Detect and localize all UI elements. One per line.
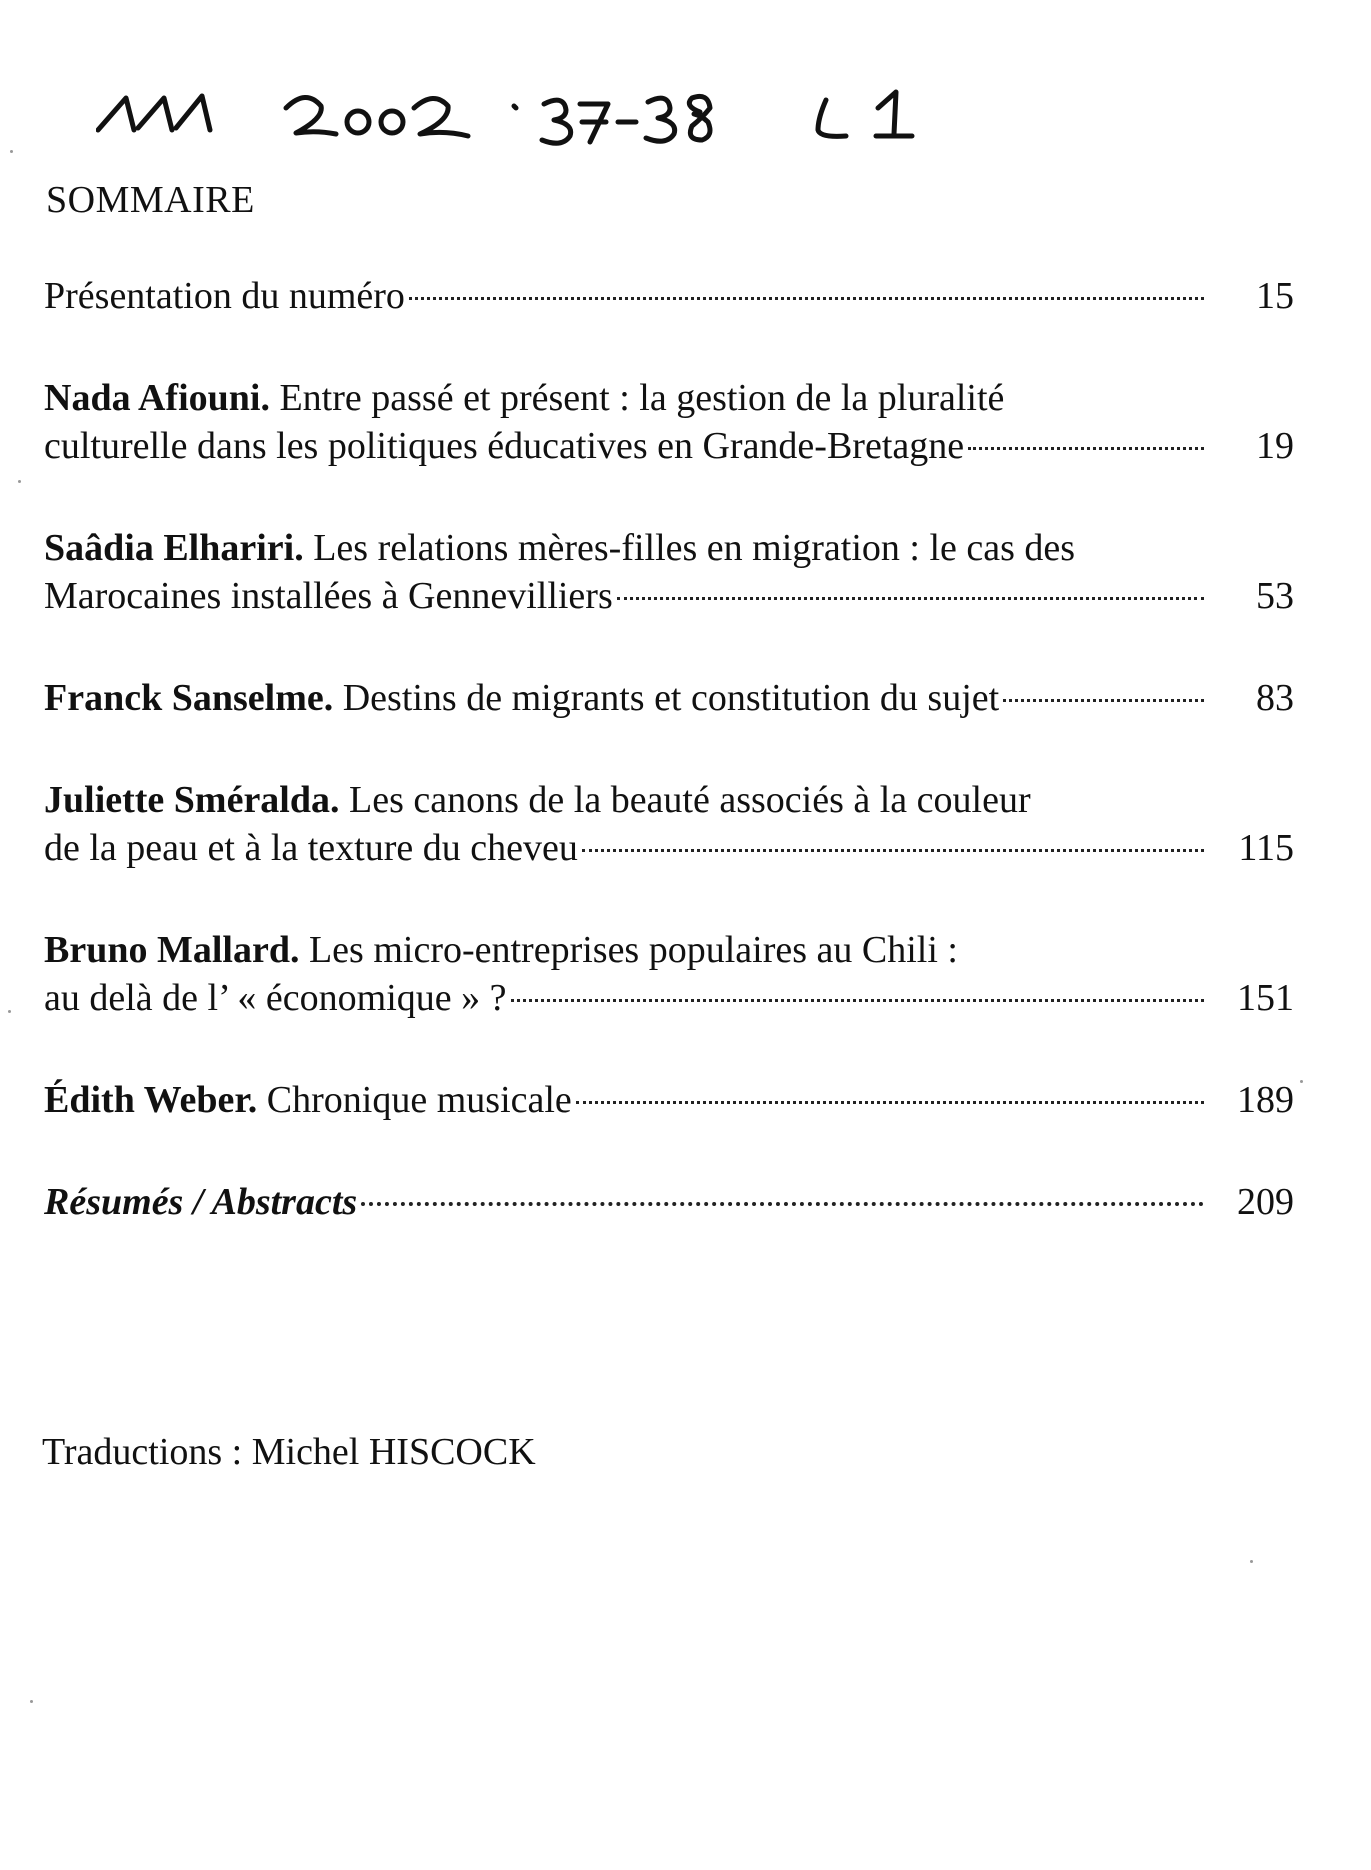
toc-entry[interactable] (44, 1076, 1294, 1124)
toc-entry[interactable] (44, 926, 1294, 1022)
scan-speck (10, 150, 13, 153)
scan-speck (1250, 1560, 1253, 1563)
entry-title: Résumés / Abstracts (44, 1181, 358, 1223)
entry-title: Chronique musicale (266, 1079, 572, 1121)
page-number: 19 (1256, 425, 1294, 467)
page-number: 151 (1237, 977, 1294, 1019)
page-number: 83 (1256, 677, 1294, 719)
scan-speck (18, 480, 21, 483)
dot-leader (409, 297, 1204, 300)
toc-entry[interactable] (44, 374, 1294, 470)
dot-leader (1003, 699, 1204, 702)
toc-heading: SOMMAIRE (46, 179, 255, 221)
entry-title-line1: Entre passé et présent : la gestion de la pluralité (279, 377, 1005, 419)
entry-author: Franck Sanselme. (44, 677, 334, 719)
entry-author: Nada Afiouni. (44, 377, 270, 419)
translation-credits: Traductions : Michel HISCOCK (42, 1431, 536, 1473)
dot-leader (617, 597, 1204, 600)
entry-title-line2: au delà de l’ « économique » ? (44, 977, 507, 1019)
entry-title-line2: culturelle dans les politiques éducatives en Grande-Bretagne (44, 425, 965, 467)
toc-entry[interactable] (44, 272, 1294, 320)
entry-title-line2: Marocaines installées à Gennevilliers (44, 575, 613, 617)
dot-leader (361, 1202, 1204, 1206)
page-number: 209 (1237, 1181, 1294, 1223)
dot-leader (576, 1101, 1204, 1104)
entry-title-line1: Les micro-entreprises populaires au Chili : (308, 929, 958, 971)
scan-speck (30, 1700, 33, 1703)
dot-leader (968, 447, 1204, 450)
dot-leader (582, 849, 1204, 852)
toc-entry[interactable] (44, 524, 1294, 620)
handwritten-annotation (96, 78, 1096, 178)
table-of-contents (44, 272, 1294, 1280)
toc-entry[interactable] (44, 1178, 1294, 1226)
entry-author: Saâdia Elhariri. (44, 527, 304, 569)
toc-entry[interactable] (44, 776, 1294, 872)
entry-title-line1: Les canons de la beauté associés à la couleur (349, 779, 1031, 821)
page-number: 189 (1237, 1079, 1294, 1121)
entry-title-line2: de la peau et à la texture du cheveu (44, 827, 578, 869)
entry-author: Édith Weber. (44, 1079, 258, 1121)
entry-title-line1: Les relations mères-filles en migration : le cas des (313, 527, 1076, 569)
entry-author: Juliette Sméralda. (44, 779, 340, 821)
scan-speck (8, 1010, 11, 1013)
entry-author: Bruno Mallard. (44, 929, 300, 971)
scan-speck (1300, 1080, 1303, 1083)
page-number: 53 (1256, 575, 1294, 617)
dot-leader (511, 999, 1205, 1002)
entry-title: Présentation du numéro (44, 275, 405, 317)
page-number: 115 (1238, 827, 1294, 869)
entry-title: Destins de migrants et constitution du sujet (342, 677, 1000, 719)
page-number: 15 (1256, 275, 1294, 317)
toc-entry[interactable] (44, 674, 1294, 722)
